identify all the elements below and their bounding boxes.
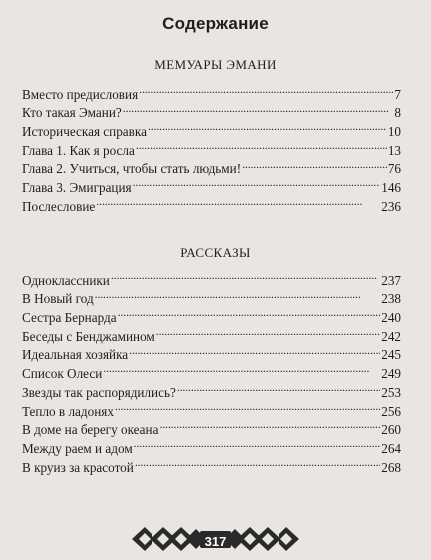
toc-entry-page: 249 <box>381 366 401 382</box>
toc-entry-page: 8 <box>394 105 401 121</box>
toc-entry-title: Беседы с Бенджамином <box>22 328 155 344</box>
dot-leader <box>96 192 380 211</box>
section-heading-stories: РАССКАЗЫ <box>180 245 251 260</box>
toc-entry-title: Историческая справка <box>22 124 147 140</box>
toc-entry[interactable] <box>22 80 401 102</box>
section-heading-memoirs: МЕМУАРЫ ЭМАНИ <box>154 57 277 72</box>
toc-entry-page: 264 <box>381 440 401 456</box>
toc-entry-title: Глава 3. Эмиграция <box>22 180 132 196</box>
toc-entry-title: Вместо предисловия <box>22 86 139 102</box>
toc-entry-page: 268 <box>381 459 401 475</box>
dot-leader <box>177 378 380 397</box>
toc-entry-title: Глава 2. Учиться, чтобы стать людьми! <box>22 161 242 177</box>
toc-entry-title: В круиз за красотой <box>22 459 134 475</box>
toc-entry-title: Кто такая Эмани? <box>22 105 122 121</box>
toc-entry-title: В доме на берегу океана <box>22 422 159 438</box>
dot-leader <box>242 155 387 174</box>
toc-entry-page: 238 <box>381 291 401 307</box>
toc-entry-title: Глава 1. Как я росла <box>22 142 135 158</box>
toc-entry-title: Список Олеси <box>22 366 103 382</box>
dot-leader <box>95 285 381 304</box>
toc-entry-page: 237 <box>381 272 401 288</box>
toc-entry-title: Между раем и адом <box>22 440 133 456</box>
toc-list-stories <box>22 266 401 475</box>
toc-entry-page: 260 <box>381 422 401 438</box>
toc-entry-title: Звезды так распорядились? <box>22 384 176 400</box>
toc-entry-page: 13 <box>387 142 401 158</box>
dot-leader <box>111 266 380 285</box>
toc-entry-title: Одноклассники <box>22 272 110 288</box>
dot-leader <box>148 117 387 136</box>
toc-entry-page: 253 <box>381 384 401 400</box>
toc-entry-title: Идеальная хозяйка <box>22 347 129 363</box>
toc-list-memoirs <box>22 80 401 214</box>
toc-entry-page: 236 <box>381 198 401 214</box>
dot-leader <box>135 453 380 472</box>
toc-entry-page: 242 <box>381 328 401 344</box>
dot-leader <box>159 416 380 435</box>
toc-entry-title: В Новый год <box>22 291 94 307</box>
page-title: Содержание <box>162 14 269 33</box>
toc-entry-page: 76 <box>387 161 401 177</box>
toc-entry-page: 10 <box>387 124 401 140</box>
toc-entry-title: Тепло в ладонях <box>22 403 114 419</box>
page-number: 317 <box>204 534 227 549</box>
toc-entry-title: Сестра Бернарда <box>22 310 117 326</box>
toc-entry-page: 7 <box>394 86 401 102</box>
dot-leader <box>129 341 380 360</box>
toc-entry-title: Послесловие <box>22 198 96 214</box>
dot-leader <box>156 322 380 341</box>
dot-leader <box>123 99 394 118</box>
dot-leader <box>134 434 381 453</box>
toc-entry-page: 256 <box>381 403 401 419</box>
toc-entry-page: 240 <box>381 310 401 326</box>
toc-entry-page: 245 <box>381 347 401 363</box>
dot-leader <box>136 136 387 155</box>
dot-leader <box>139 80 393 99</box>
dot-leader <box>115 397 380 416</box>
page-footer <box>0 517 431 560</box>
dot-leader <box>133 173 381 192</box>
toc-entry-page: 146 <box>381 180 401 196</box>
dot-leader <box>118 303 381 322</box>
dot-leader <box>103 359 380 378</box>
toc-entry[interactable] <box>22 266 401 288</box>
